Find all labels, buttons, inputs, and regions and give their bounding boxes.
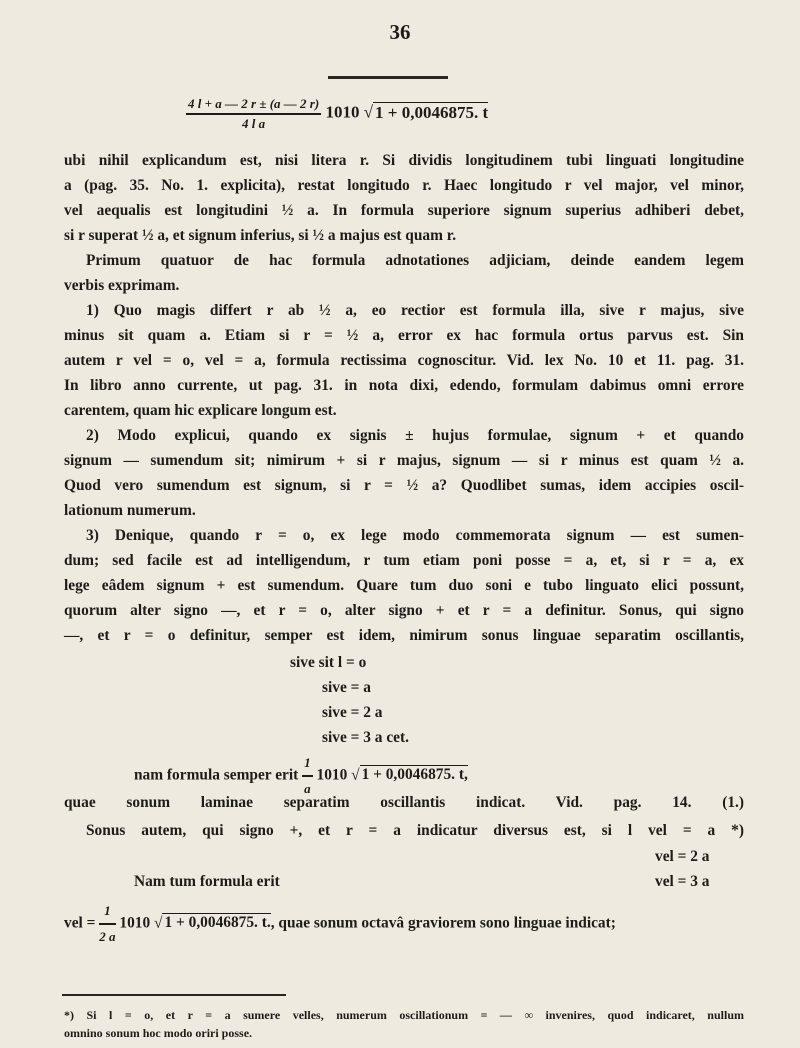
sive-line: sive = 2 a <box>322 704 383 721</box>
fraction-bar <box>186 113 321 115</box>
vel-radicand: 1 + 0,0046875. t. <box>164 914 271 932</box>
text-line: vel aequalis est longitudini ½ a. In formula superiore signum superius adhiberi debet, <box>64 202 744 219</box>
text-line: si r superat ½ a, et signum inferius, si ½ a majus est quam r. <box>64 227 457 244</box>
sive-line: sive = 3 a cet. <box>322 729 409 746</box>
formula-radicand: 1 + 0,0046875. t <box>375 102 489 122</box>
text-line: minus sit quam a. Etiam si r = ½ a, error ex hac formula ortus parvus est. Sin <box>64 327 744 344</box>
fraction-bar <box>99 923 115 925</box>
formula-rest-prefix: 1010 √ <box>325 102 374 122</box>
text-line: 1) Quo magis differt r ab ½ a, eo rectior est formula illa, sive r majus, sive <box>86 302 744 319</box>
formula-denominator: 4 l a <box>242 115 266 131</box>
nam-tum-line: Nam tum formula erit <box>134 873 280 890</box>
text-line: 3) Denique, quando r = o, ex lege modo commemorata signum — est sumen- <box>86 527 744 544</box>
text-line: lationum numerum. <box>64 502 196 519</box>
formula-top <box>186 96 488 142</box>
nam-radicand: 1 + 0,0046875. t, <box>361 766 468 784</box>
text-line: 2) Modo explicui, quando ex signis ± hujus formulae, signum + et quando <box>86 427 744 444</box>
text-line: quae sonum laminae separatim oscillantis indicat. Vid. pag. 14. (1.) <box>64 794 744 811</box>
nam-frac-num: 1 <box>304 755 311 770</box>
fraction-bar <box>302 775 313 777</box>
header-rule <box>328 76 448 79</box>
footnote-line: omnino sonum hoc modo oriri posse. <box>64 1026 253 1040</box>
text-line: Quod vero sumendum est signum, si r = ½ a? Quodlibet sumas, idem accipies oscil- <box>64 477 744 494</box>
vel-formula-line <box>64 900 744 944</box>
text-line: autem r vel = o, vel = a, formula rectissima cognoscitur. Vid. lex No. 10 et 11. pag. 31. <box>64 352 744 369</box>
sive-line: sive = a <box>322 679 371 696</box>
nam-prefix: nam formula semper erit <box>134 766 299 784</box>
nam-mid: 1010 √ <box>316 766 360 784</box>
nam-formula-line <box>134 752 734 796</box>
text-line: carentem, quam hic explicare longum est. <box>64 402 337 419</box>
vel-suffix: , quae sonum octavâ graviorem sono linguae indicat; <box>270 914 616 932</box>
text-line: lege eâdem signum + est sumendum. Quare tum duo soni e tubo linguato elici possunt, <box>64 577 744 594</box>
text-line: quorum alter signo —, et r = o, alter signo + et r = a definitur. Sonus, qui signo <box>64 602 744 619</box>
text-line: signum — sumendum sit; nimirum + si r majus, signum — si r minus est quam ½ a. <box>64 452 744 469</box>
text-line: Sonus autem, qui signo +, et r = a indicatur diversus est, si l vel = a *) <box>86 822 744 839</box>
vel-prefix: vel = <box>64 914 96 932</box>
formula-fraction <box>186 96 321 132</box>
footnote-separator <box>62 994 286 996</box>
vel-frac-num: 1 <box>104 903 111 918</box>
footnote-line: *) Si l = o, et r = a sumere velles, numerum oscillationum = — ∞ invenires, quod indicaret, nullum <box>64 1008 744 1022</box>
vel-frac-den: 2 a <box>99 928 116 944</box>
vel-line: vel = 2 a <box>655 848 710 865</box>
page-number: 36 <box>389 20 411 44</box>
formula-numerator: 4 l + a — 2 r ± (a — 2 r) <box>188 96 320 111</box>
vel-mid: 1010 √ <box>119 914 163 932</box>
text-line: a (pag. 35. No. 1. explicita), restat longitudo r. Haec longitudo r vel major, vel minor, <box>64 177 744 194</box>
text-line: dum; sed facile est ad intelligendum, r tum etiam poni posse = a, et, si r = a, ex <box>64 552 744 569</box>
text-line: Primum quatuor de hac formula adnotationes adjiciam, deinde eandem legem <box>86 252 744 269</box>
vel-line: vel = 3 a <box>655 873 710 890</box>
text-line: verbis exprimam. <box>64 277 180 294</box>
sive-line: sive sit l = o <box>290 654 367 671</box>
vel-fraction <box>99 900 115 948</box>
text-line: ubi nihil explicandum est, nisi litera r. Si dividis longitudinem tubi linguati longitudine <box>64 152 744 169</box>
text-line: —, et r = o definitur, semper est idem, nimirum sonus linguae separatim oscillantis, <box>64 627 744 644</box>
nam-frac-den: a <box>304 780 311 796</box>
text-line: In libro anno currente, ut pag. 31. in nota dixi, edendo, formulam dabimus omni errore <box>64 377 744 394</box>
